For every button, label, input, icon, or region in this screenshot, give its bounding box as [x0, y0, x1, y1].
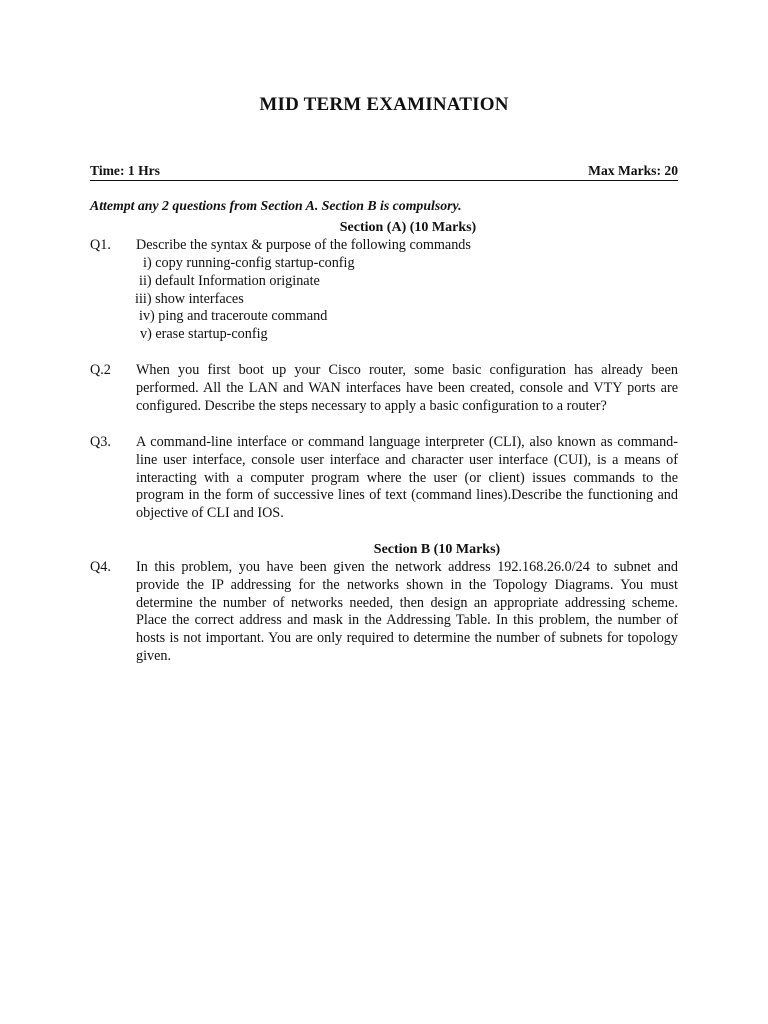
exam-max-marks: Max Marks: 20 [588, 163, 678, 178]
section-a-heading: Section (A) (10 Marks) [339, 220, 477, 235]
question-text-q4: In this problem, you have been given the network address 192.168.26.0/24 to subnet and provide the IP addressing for the networks shown in the Topology Diagrams. You must determine the number of networks needed, then design an appropriate addressing scheme. Place the correct address and mask in the Addressing Table. In this problem, the number of hosts is not important. You are only required to determine the number of subnets for topology given. [136, 559, 678, 664]
question-number-q2: Q.2 [90, 362, 111, 378]
question-text-q2: When you first boot up your Cisco router, some basic configuration has already been performed. All the LAN and WAN interfaces have been created, console and VTY ports are configured. Describe the steps necessary to apply a basic configuration to a router? [136, 362, 678, 414]
q1-item-iii: iii) show interfaces [135, 291, 244, 307]
q1-item-i: i) copy running-config startup-config [143, 255, 355, 271]
question-number-q1: Q1. [90, 237, 111, 253]
exam-instruction: Attempt any 2 questions from Section A. Section B is compulsory. [90, 198, 462, 213]
question-number-q3: Q3. [90, 434, 111, 450]
exam-time: Time: 1 Hrs [90, 163, 160, 178]
q1-item-iv: iv) ping and traceroute command [139, 308, 328, 324]
question-text-q3: A command-line interface or command language interpreter (CLI), also known as command-line user interface, console user interface and character user interface (CUI), is a means of interacting with a computer program where the user (or client) issues commands to the program in the form of successive lines of text (command lines).Describe the functioning and objective of CLI and IOS. [136, 434, 678, 522]
question-text-q1: Describe the syntax & purpose of the following commands [136, 237, 471, 253]
section-b-heading: Section B (10 Marks) [373, 542, 501, 557]
exam-title: MID TERM EXAMINATION [259, 94, 509, 115]
question-number-q4: Q4. [90, 559, 111, 575]
exam-meta-row [90, 162, 678, 181]
q1-item-v: v) erase startup-config [140, 326, 268, 342]
q1-item-ii: ii) default Information originate [139, 273, 320, 289]
